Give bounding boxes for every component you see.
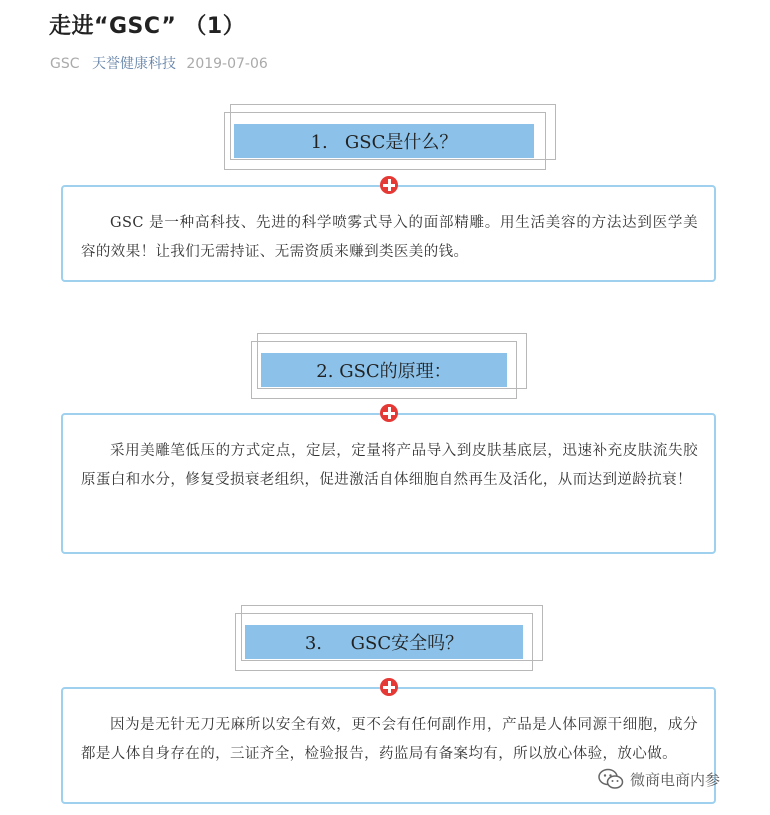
plus-icon — [380, 404, 398, 422]
section-2-text: 采用美雕笔低压的方式定点，定层，定量将产品导入到皮肤基底层，迅速补充皮肤流失胶原蛋白和水分，修复受损衰老组织，促进激活自体细胞自然再生及活化，从而达到逆龄抗衰！ — [81, 443, 698, 488]
article-author-link[interactable]: 天誉健康科技 — [91, 56, 176, 72]
article-date: 2019-07-06 — [186, 56, 268, 72]
article-meta — [50, 53, 268, 73]
plus-icon — [380, 176, 398, 194]
article-title: 走进“GSC” （1） — [49, 14, 246, 39]
plus-icon — [380, 678, 398, 696]
section-2-heading-text: 2. GSC的原理： — [261, 353, 507, 387]
article-source: GSC — [50, 56, 80, 72]
section-1-content — [61, 185, 716, 282]
section-3-heading-text: 3. GSC安全吗？ — [245, 625, 523, 659]
section-3-text: 因为是无针无刀无麻所以安全有效，更不会有任何副作用，产品是人体同源干细胞，成分都是人体自身存在的，三证齐全，检验报告，药监局有备案均有，所以放心体验，放心做。 — [81, 717, 698, 762]
section-2-heading — [251, 333, 527, 399]
watermark-text: 微商电商内参 — [630, 770, 721, 789]
section-1-heading-text: 1. GSC是什么？ — [234, 124, 534, 158]
section-3-heading — [235, 605, 543, 671]
wechat-icon — [598, 768, 624, 790]
section-1-heading — [224, 104, 556, 170]
section-1-text: GSC 是一种高科技、先进的科学喷雾式导入的面部精雕。用生活美容的方法达到医学美容的效果！让我们无需持证、无需资质来赚到类医美的钱。 — [81, 215, 698, 260]
section-2-content — [61, 413, 716, 554]
watermark — [598, 768, 720, 790]
